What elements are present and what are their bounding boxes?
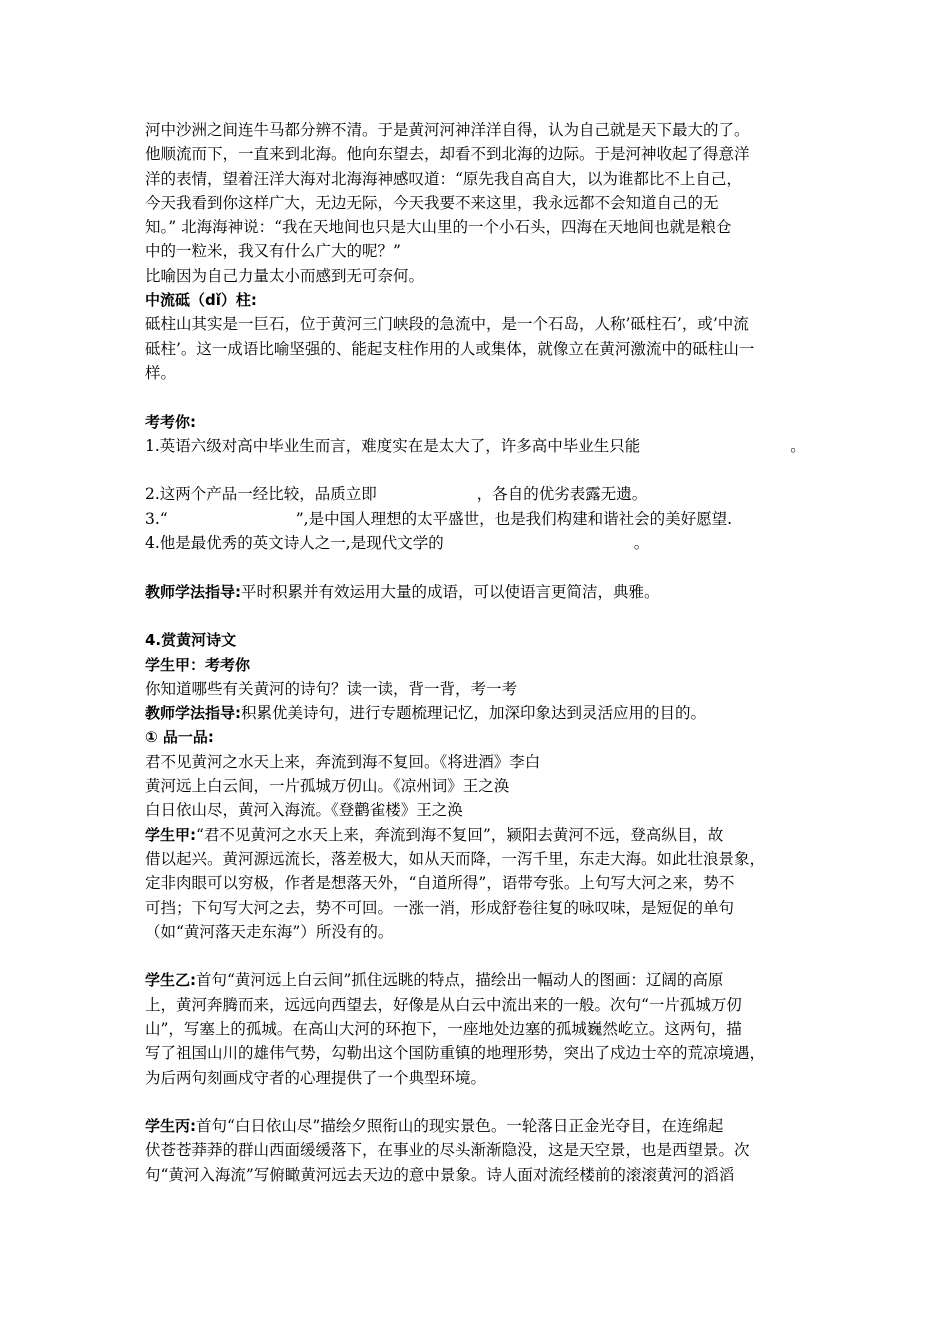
teacher-guide-label: 教师学法指导: [145, 582, 241, 601]
story-line: 河中沙洲之间连牛马都分辨不清。于是黄河河神洋洋自得，认为自己就是天下最大的了。 [145, 121, 750, 139]
quiz-q2-post: ，各自的优劣表露无遗。 [476, 485, 648, 504]
idiom-line: 砥柱’。这一成语比喻坚强的、能起支柱作用的人或集体，就像立在黄河激流中的砥柱山一 [145, 339, 755, 358]
quiz-q4-pre: 4.他是最优秀的英文诗人之一,是现代文学的 [145, 534, 444, 553]
section-4-intro: 你知道哪些有关黄河的诗句？读一读，背一背，考一考 [145, 679, 518, 698]
quiz-q4-end: 。 [633, 534, 650, 553]
quiz-q1-text: 1.英语六级对高中毕业生而言，难度实在是太大了，许多高中毕业生只能 [145, 436, 641, 455]
student-b-line: 山”，写塞上的孤城。在高山大河的环抱下，一座地处边塞的孤城巍然屹立。这两句，描 [145, 1019, 742, 1038]
poem-line: 白日依山尽，黄河入海流。《登鹳雀楼》王之涣 [145, 801, 463, 820]
student-b-first-line [145, 968, 820, 992]
story-line: 今天我看到你这样广大，无边无际，今天我要不来这里，我永远都不会知道自己的无 [145, 193, 719, 212]
story-line: 中的一粒米，我又有什么广大的呢？” [145, 242, 401, 261]
student-a-text: “君不见黄河之水天上来，奔流到海不复回”，颍阳去黄河不远，登高纵目，故 [196, 825, 724, 844]
student-b-text: 首句“黄河远上白云间”抓住远眺的特点，描绘出一幅动人的图画：辽阔的高原 [196, 971, 724, 990]
quiz-q2-pre: 2.这两个产品一经比较，品质立即 [145, 485, 377, 504]
quiz-question-1 [145, 434, 820, 458]
quiz-title: 考考你: [145, 412, 196, 431]
read-title: ① 品一品: [145, 728, 214, 747]
student-c-label: 学生丙: [145, 1117, 196, 1136]
idiom-title: 中流砥（dǐ）柱: [145, 291, 257, 310]
student-c-first-line [145, 1114, 820, 1138]
student-a-label: 学生甲: [145, 825, 196, 844]
section-4-title: 4.赏黄河诗文 [145, 631, 237, 650]
student-c-line: 伏苍苍莽莽的群山西面缓缓落下，在事业的尽头渐渐隐没，这是天空景，也是西望景。次 [145, 1141, 750, 1160]
student-a-line: 借以起兴。黄河源远流长，落差极大，如从天而降，一泻千里，东走大海。如此壮浪景象， [145, 849, 766, 868]
student-a-line: 定非肉眼可以穷极，作者是想落天外，“自道所得”，语带夸张。上句写大河之来，势不 [145, 874, 735, 893]
quiz-q3-post: ”,是中国人理想的太平盛世，也是我们构建和谐社会的美好愿望. [295, 509, 732, 528]
teacher-guide-2 [145, 701, 820, 725]
student-b-label: 学生乙: [145, 971, 196, 990]
story-line: 洋的表情，望着汪洋大海对北海海神感叹道：“原先我自高自大，以为谁都比不上自己， [145, 169, 742, 188]
teacher-guide-text: 平时积累并有效运用大量的成语，可以使语言更简洁，典雅。 [241, 582, 660, 601]
student-a-quiz-label: 学生甲：考考你 [145, 655, 251, 674]
student-c-line: 句“黄河入海流”写俯瞰黄河远去天边的意中景象。诗人面对流经楼前的滚滚黄河的滔滔 [145, 1165, 735, 1184]
student-a-line: 可挡；下句写大河之去，势不可回。一涨一消，形成舒卷往复的咏叹味，是短促的单句 [145, 898, 735, 917]
story-line: 他顺流而下，一直来到北海。他向东望去，却看不到北海的边际。于是河神收起了得意洋 [145, 145, 750, 164]
idiom-meaning: 比喻因为自己力量太小而感到无可奈何。 [145, 266, 425, 285]
idiom-line: 样。 [145, 363, 177, 382]
teacher-guide-1 [145, 580, 820, 604]
quiz-question-4 [145, 531, 820, 555]
student-b-line: 为后两句刻画戍守者的心理提供了一个典型环境。 [145, 1068, 487, 1087]
quiz-q1-end: 。 [790, 436, 806, 455]
student-a-line: （如“黄河落天走东海”）所没有的。 [145, 922, 394, 941]
poem-line: 君不见黄河之水天上来，奔流到海不复回。《将进酒》李白 [145, 752, 541, 771]
poem-line: 黄河远上白云间，一片孤城万仞山。《凉州词》王之涣 [145, 777, 510, 796]
teacher-guide-label: 教师学法指导: [145, 704, 241, 723]
student-a-first-line [145, 823, 820, 847]
student-b-line: 上，黄河奔腾而来，远远向西望去，好像是从白云中流出来的一般。次句“一片孤城万仞 [145, 995, 742, 1014]
student-c-text: 首句“白日依山尽”描绘夕照衔山的现实景色。一轮落日正金光夺目，在连绵起 [196, 1117, 724, 1136]
story-line: 知。” 北海海神说：“我在天地间也只是大山里的一个小石头，四海在天地间也就是粮仓 [145, 218, 732, 237]
quiz-question-2 [145, 482, 820, 506]
teacher-guide-text: 积累优美诗句，进行专题梳理记忆，加深印象达到灵活应用的目的。 [241, 704, 707, 723]
quiz-q3-pre: 3.“ [145, 509, 168, 528]
quiz-question-3 [145, 507, 820, 531]
idiom-line: 砥柱山其实是一巨石，位于黄河三门峡段的急流中，是一个石岛，人称’砥柱石’，或’中流 [145, 315, 749, 334]
student-b-line: 写了祖国山川的雄伟气势，勾勒出这个国防重镇的地理形势，突出了戍边士卒的荒凉境遇， [145, 1044, 766, 1063]
